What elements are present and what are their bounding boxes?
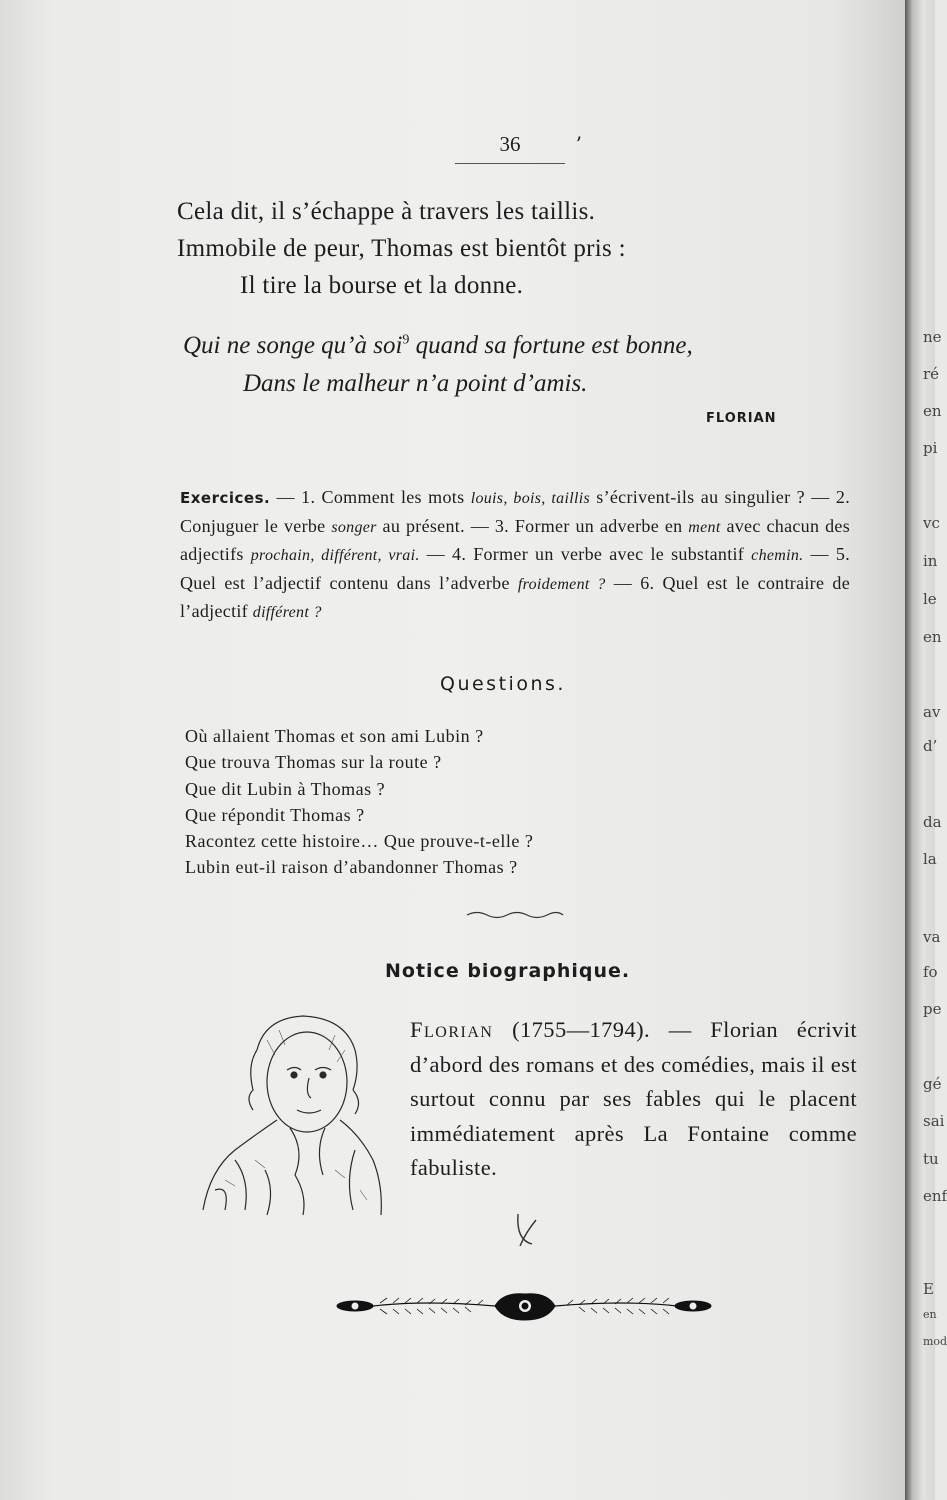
margin-fragment: E (923, 1280, 934, 1298)
moral-line-2: Dans le malheur n’a point d’amis. (243, 370, 588, 397)
exercises-text: s’écrivent-ils au singulier ? — 2. Conjuguer le verbe (180, 487, 850, 536)
exercises-text: — 4. Former un verbe avec le substantif (419, 544, 752, 564)
florian-portrait-icon (195, 1010, 385, 1220)
moral-line-1-end: quand sa fortune est bonne, (409, 332, 693, 359)
exercises-text: — 5. Quel est l’adjectif contenu dans l’adverbe (180, 544, 850, 593)
margin-fragment: en (923, 1308, 937, 1321)
margin-fragment: av (923, 703, 941, 721)
margin-fragment: enf (923, 1187, 947, 1205)
facing-page-margin (905, 0, 947, 1500)
margin-fragment: tu (923, 1150, 939, 1168)
question-item: Que trouva Thomas sur la route ? (185, 752, 442, 773)
question-item: Racontez cette histoire… Que prouve-t-elle ? (185, 831, 534, 852)
pencil-tick-mark: ʼ (575, 132, 582, 156)
margin-fragment: in (923, 552, 938, 570)
margin-fragment: en (923, 628, 942, 646)
questions-title: Questions. (440, 673, 566, 695)
exercises-word: différent ? (252, 604, 322, 621)
footnote-marker: 9 (402, 332, 410, 348)
margin-fragment: pi (923, 439, 938, 457)
margin-fragment: pe (923, 1000, 942, 1018)
moral-line-1 (183, 332, 693, 360)
tailpiece-ornament-icon (335, 1290, 715, 1324)
margin-fragment: sai (923, 1112, 945, 1130)
questions-list (185, 723, 533, 881)
exercises-text: — 1. Comment les mots (270, 487, 471, 507)
exercises-word: songer (331, 518, 377, 536)
verse-line-1: Cela dit, il s’échappe à travers les taillis. (177, 198, 596, 225)
notice-paragraph (410, 1013, 857, 1186)
handwritten-mark-icon (512, 1210, 542, 1250)
section-divider-icon (465, 907, 565, 921)
author-signature: FLORIAN (706, 411, 777, 426)
margin-fragment: d’ (923, 737, 938, 755)
margin-fragment: fo (923, 963, 938, 981)
margin-fragment: vc (923, 514, 940, 532)
question-item: Lubin eut-il raison d’abandonner Thomas ? (185, 857, 518, 878)
margin-fragment: en (923, 402, 942, 420)
margin-fragment: gé (923, 1075, 942, 1093)
exercises-paragraph (180, 484, 850, 627)
moral-line-1-start: Qui ne songe qu’à soi (183, 332, 403, 359)
margin-fragment: va (923, 928, 941, 946)
exercises-word: prochain, différent, vrai. (250, 547, 420, 564)
verse-line-3: Il tire la bourse et la donne. (240, 272, 524, 299)
margin-fragment: ré (923, 365, 940, 383)
exercises-word: chemin. (751, 547, 804, 564)
verse-line-2: Immobile de peur, Thomas est bientôt pris : (177, 235, 626, 262)
notice-title: Notice biographique. (385, 960, 631, 982)
notice-name: Florian (410, 1017, 494, 1042)
margin-fragment: le (923, 590, 937, 608)
question-item: Que répondit Thomas ? (185, 804, 365, 825)
exercises-word: louis, bois, taillis (470, 490, 590, 507)
exercises-word: ment (688, 518, 721, 536)
margin-fragment: ne (923, 328, 942, 346)
exercises-text: avec chacun des adjectifs (180, 515, 851, 564)
margin-fragment: la (923, 850, 937, 868)
question-item: Où allaient Thomas et son ami Lubin ? (185, 726, 484, 746)
exercises-text: au présent. — 3. Former un adverbe en (376, 515, 689, 536)
margin-fragment: da (923, 813, 942, 831)
question-item: Que dit Lubin à Thomas ? (185, 778, 386, 799)
exercises-label: Exercices. (180, 489, 271, 507)
notice-body: (1755—1794). — Florian écrivit d’abord des romans et des comédies, mais il est surtout connu par ses fables qui le placent immédiatement après La Fontaine comme fabuliste. (410, 1017, 857, 1180)
margin-fragment: mod (923, 1335, 947, 1348)
exercises-text: — 6. Quel est le contraire de l’adjectif (180, 572, 850, 621)
page-number: 36 (455, 132, 565, 164)
exercises-word: froidement ? (517, 575, 606, 593)
